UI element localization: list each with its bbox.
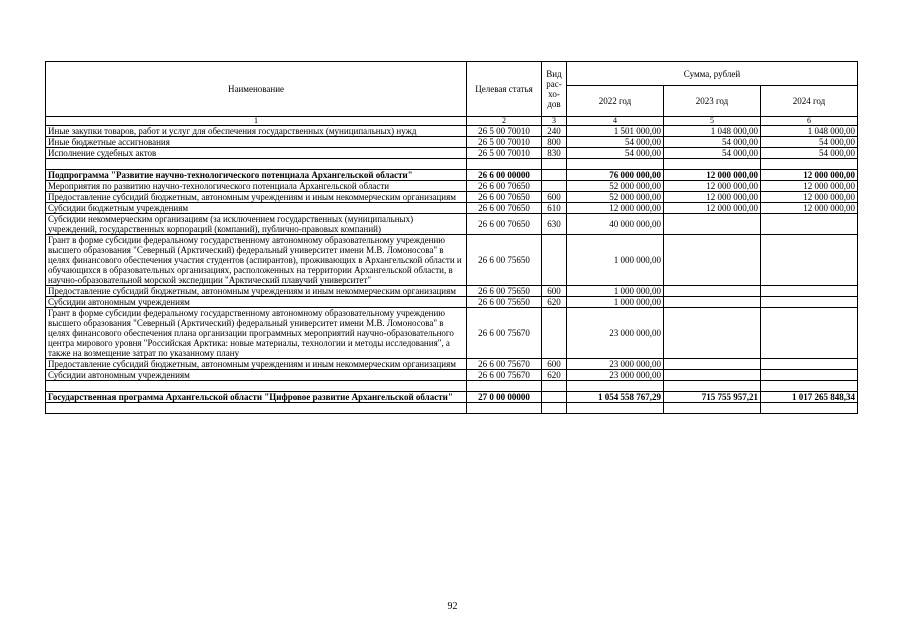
row-amount-2022: 23 000 000,00 [567,308,664,359]
row-target-code: 26 6 00 75650 [467,297,542,308]
row-target-code: 26 6 00 70650 [467,203,542,214]
row-amount-2022: 1 000 000,00 [567,297,664,308]
row-name: Субсидии автономным учреждениям [46,370,467,381]
row-name: Мероприятия по развитию научно-технологического потенциала Архангельской области [46,181,467,192]
budget-table [45,61,858,414]
row-target-code: 26 6 00 75670 [467,308,542,359]
header-sum: Сумма, рублей [567,62,858,86]
row-amount-2022: 52 000 000,00 [567,181,664,192]
row-amount-2024 [761,381,858,392]
row-amount-2023: 12 000 000,00 [664,181,761,192]
row-amount-2024 [761,359,858,370]
row-amount-2024: 12 000 000,00 [761,170,858,181]
row-amount-2024: 1 048 000,00 [761,126,858,137]
row-target-code: 26 6 00 70650 [467,181,542,192]
row-expense-type: 610 [542,203,567,214]
row-amount-2022: 54 000,00 [567,137,664,148]
page-number: 92 [447,601,458,612]
row-amount-2022: 23 000 000,00 [567,370,664,381]
row-amount-2023: 12 000 000,00 [664,203,761,214]
row-expense-type [542,159,567,170]
column-index: 6 [761,117,858,126]
table-row-program [46,392,858,403]
table-row [46,203,858,214]
table-row [46,370,858,381]
column-index: 4 [567,117,664,126]
row-amount-2023 [664,308,761,359]
row-name [46,403,467,414]
table-row-subprogram [46,170,858,181]
row-amount-2023 [664,235,761,286]
row-amount-2022 [567,403,664,414]
table-row [46,359,858,370]
row-amount-2023: 12 000 000,00 [664,192,761,203]
row-name: Субсидии некоммерческим организациям (за исключением государственных (муниципальных) учреждений, государственных корпораций (компаний), публично-правовых компаний) [46,214,467,235]
row-target-code: 26 6 00 75670 [467,359,542,370]
row-amount-2023: 715 755 957,21 [664,392,761,403]
row-expense-type: 600 [542,192,567,203]
row-amount-2023 [664,403,761,414]
row-target-code: 26 5 00 70010 [467,126,542,137]
header-expense-type: Вид рас-хо-дов [542,62,567,117]
table-row-empty [46,159,858,170]
row-expense-type: 240 [542,126,567,137]
row-expense-type [542,381,567,392]
row-expense-type [542,392,567,403]
row-amount-2022 [567,381,664,392]
row-name: Субсидии бюджетным учреждениям [46,203,467,214]
row-amount-2022 [567,159,664,170]
table-row [46,181,858,192]
row-name [46,381,467,392]
row-name: Предоставление субсидий бюджетным, автономным учреждениям и иным некоммерческим организациям [46,192,467,203]
row-amount-2023: 12 000 000,00 [664,170,761,181]
row-amount-2023: 54 000,00 [664,137,761,148]
row-name: Исполнение судебных актов [46,148,467,159]
table-row [46,214,858,235]
table-row-empty [46,381,858,392]
row-target-code: 27 0 00 00000 [467,392,542,403]
row-amount-2024: 1 017 265 848,34 [761,392,858,403]
row-expense-type [542,308,567,359]
row-target-code [467,381,542,392]
row-amount-2022: 52 000 000,00 [567,192,664,203]
row-amount-2024: 12 000 000,00 [761,203,858,214]
row-amount-2024 [761,159,858,170]
row-amount-2024 [761,214,858,235]
row-amount-2023 [664,297,761,308]
table-row [46,148,858,159]
column-index: 1 [46,117,467,126]
row-name: Грант в форме субсидии федеральному государственному автономному образовательному учреждению высшего образования "Северный (Арктический) федеральный университет имени М.В. Ломоносова" в целях финансового обеспечения плана организации программных мероприятий научно-образовательного центра мирового уровня "Российская Арктика: новые материалы, технологии и методы исследования", а также на возмещение затрат по указанному плану [46,308,467,359]
row-amount-2023 [664,286,761,297]
row-name: Иные бюджетные ассигнования [46,137,467,148]
row-expense-type [542,170,567,181]
row-amount-2023: 54 000,00 [664,148,761,159]
row-expense-type [542,403,567,414]
row-amount-2023: 1 048 000,00 [664,126,761,137]
table-row-empty [46,403,858,414]
row-amount-2023 [664,381,761,392]
column-index: 3 [542,117,567,126]
row-amount-2024 [761,286,858,297]
row-target-code: 26 5 00 70010 [467,148,542,159]
row-amount-2024 [761,403,858,414]
row-name: Подпрограмма "Развитие научно-технологического потенциала Архангельской области" [46,170,467,181]
column-index: 2 [467,117,542,126]
row-expense-type [542,181,567,192]
row-target-code: 26 6 00 75650 [467,235,542,286]
row-name: Иные закупки товаров, работ и услуг для обеспечения государственных (муниципальных) нужд [46,126,467,137]
row-name: Предоставление субсидий бюджетным, автономным учреждениям и иным некоммерческим организациям [46,359,467,370]
row-amount-2022: 54 000,00 [567,148,664,159]
row-expense-type: 620 [542,297,567,308]
row-amount-2024: 54 000,00 [761,148,858,159]
row-amount-2024: 12 000 000,00 [761,192,858,203]
row-expense-type: 600 [542,286,567,297]
row-target-code: 26 6 00 00000 [467,170,542,181]
header-target-article: Целевая статья [467,62,542,117]
row-amount-2022: 76 000 000,00 [567,170,664,181]
table-row [46,297,858,308]
row-amount-2022: 12 000 000,00 [567,203,664,214]
row-target-code: 26 6 00 70650 [467,214,542,235]
row-amount-2022: 40 000 000,00 [567,214,664,235]
row-name: Грант в форме субсидии федеральному государственному автономному образовательному учреждению высшего образования "Северный (Арктический) федеральный университет имени М.В. Ломоносова" в целях финансового обеспечения участия студентов (аспирантов), проживающих в Архангельской области и обучающихся в образовательных организациях, расположенных на территории Архангельской области, в научно-образовательной морской экспедиции "Арктический плавучий университет" [46,235,467,286]
row-target-code [467,403,542,414]
row-expense-type: 800 [542,137,567,148]
row-amount-2022: 23 000 000,00 [567,359,664,370]
row-amount-2023 [664,370,761,381]
row-expense-type: 630 [542,214,567,235]
row-target-code: 26 6 00 75670 [467,370,542,381]
row-expense-type [542,235,567,286]
row-expense-type: 600 [542,359,567,370]
row-expense-type: 620 [542,370,567,381]
row-amount-2022: 1 501 000,00 [567,126,664,137]
row-amount-2022: 1 054 558 767,29 [567,392,664,403]
row-target-code: 26 5 00 70010 [467,137,542,148]
row-name: Субсидии автономным учреждениям [46,297,467,308]
row-expense-type: 830 [542,148,567,159]
column-index: 5 [664,117,761,126]
row-name: Государственная программа Архангельской области "Цифровое развитие Архангельской области" [46,392,467,403]
table-row [46,192,858,203]
header-year-2023: 2023 год [664,86,761,117]
row-amount-2024 [761,297,858,308]
table-row [46,286,858,297]
row-target-code: 26 6 00 70650 [467,192,542,203]
row-amount-2023 [664,359,761,370]
row-name [46,159,467,170]
row-name: Предоставление субсидий бюджетным, автономным учреждениям и иным некоммерческим организациям [46,286,467,297]
row-target-code [467,159,542,170]
table-row [46,126,858,137]
header-name: Наименование [46,62,467,117]
row-amount-2024: 12 000 000,00 [761,181,858,192]
header-year-2024: 2024 год [761,86,858,117]
row-amount-2024 [761,370,858,381]
table-row [46,235,858,286]
table-row [46,308,858,359]
row-amount-2023 [664,214,761,235]
row-target-code: 26 6 00 75650 [467,286,542,297]
row-amount-2024 [761,308,858,359]
row-amount-2022: 1 000 000,00 [567,235,664,286]
row-amount-2024: 54 000,00 [761,137,858,148]
row-amount-2024 [761,235,858,286]
table-row [46,137,858,148]
header-year-2022: 2022 год [567,86,664,117]
row-amount-2022: 1 000 000,00 [567,286,664,297]
row-amount-2023 [664,159,761,170]
